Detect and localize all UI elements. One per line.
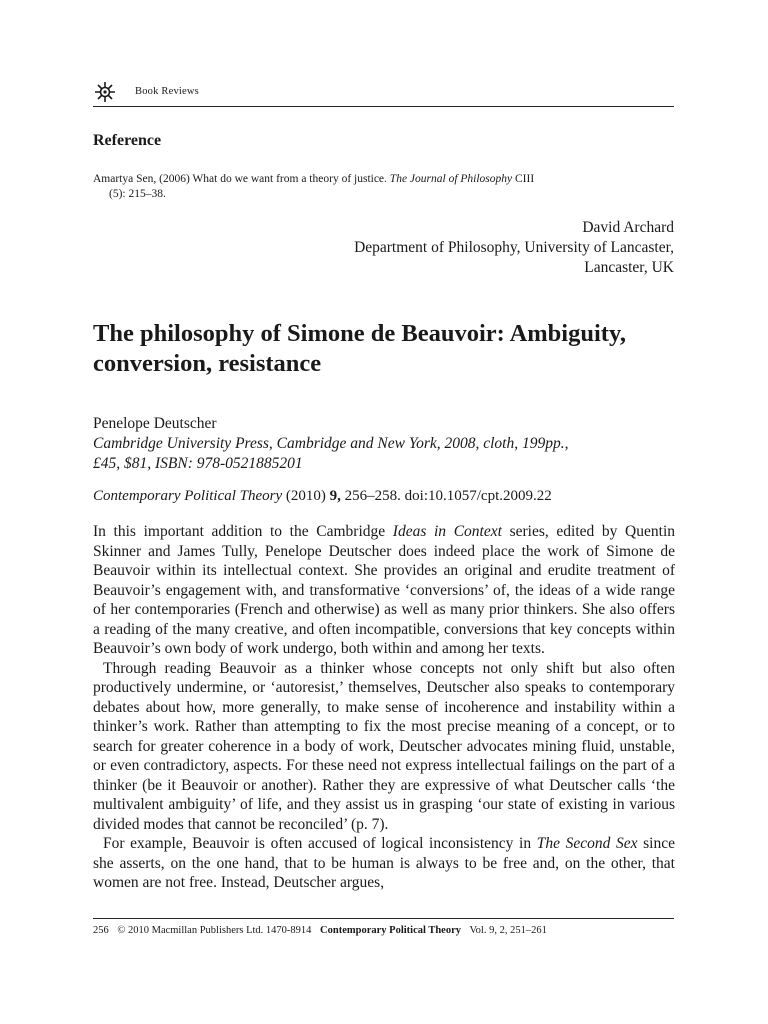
citation-pages-doi: 256–258. doi:10.1057/cpt.2009.22 bbox=[344, 488, 552, 504]
footer-volume: Vol. 9, 2, 251–261 bbox=[469, 925, 547, 936]
paragraph-1-text-b: series, edited by Quentin Skinner and James Tully, Penelope Deutscher does indeed place the work of Simone de Beauvoir within its intellectual context. She provides an original and erudite treatment of Beauvoir’s engagement with, and transformative ‘conversions’ of, the ideas of a wide range of her contemporaries (French and otherwise) as well as many prior thinkers. She also offers a reading of the many creative, and often incompatible, conversions that key concepts within Beauvoir’s own body of work undergo, both within and among her texts. bbox=[93, 523, 675, 657]
reviewer-location: Lancaster, UK bbox=[584, 259, 674, 276]
reviewer-name: David Archard bbox=[582, 219, 674, 236]
footer-journal: Contemporary Political Theory bbox=[320, 925, 461, 936]
reference-pages: (5): 215–38. bbox=[109, 188, 166, 200]
publication-line-1: Cambridge University Press, Cambridge and New York, 2008, cloth, 199pp., bbox=[93, 435, 569, 452]
paragraph-3-text-a: For example, Beauvoir is often accused of logical inconsistency in bbox=[103, 835, 532, 852]
reviewer-department: Department of Philosophy, University of Lancaster, bbox=[354, 239, 674, 256]
book-title-second-sex: The Second Sex bbox=[536, 835, 638, 852]
citation-journal: Contemporary Political Theory bbox=[93, 488, 283, 504]
citation-year: (2010) bbox=[285, 488, 326, 504]
reference-journal: The Journal of Philosophy bbox=[389, 173, 513, 185]
copyright-notice: © 2010 Macmillan Publishers Ltd. 1470-8914 bbox=[117, 925, 312, 936]
book-author: Penelope Deutscher bbox=[93, 415, 217, 432]
review-body bbox=[93, 522, 675, 893]
publisher-logo-icon bbox=[93, 80, 117, 104]
paragraph-2: Through reading Beauvoir as a thinker whose concepts not only shift but also often productively undermine, or ‘autoresist,’ themselves, Deutscher also speaks to contemporary debates about how, more generally, to make sense of incoherence and instability within a thinker’s work. Rather than attempting to fix the most precise meaning of a concept, or to search for greater coherence in a body of work, Deutscher advocates mining fluid, unstable, or even contradictory, aspects. For these need not express intellectual failings on the part of a thinker (be it Beauvoir or another). Rather they are expressive of what Deutscher calls ‘the multivalent ambiguity’ of life, and they assist us in grasping ‘our state of existing in various divided modes that cannot be reconciled’ (p. 7). bbox=[93, 659, 675, 833]
review-title: The philosophy of Simone de Beauvoir: Ambiguity, conversion, resistance bbox=[93, 320, 626, 377]
publication-line-2: £45, $81, ISBN: 978-0521885201 bbox=[93, 455, 303, 472]
reviewer-signature bbox=[200, 218, 674, 278]
running-head: Book Reviews bbox=[135, 86, 199, 97]
reference-entry bbox=[93, 172, 674, 202]
page-header bbox=[93, 80, 674, 107]
reference-heading: Reference bbox=[93, 132, 162, 149]
paragraph-3-text-b: since she asserts, on the one hand, that to be human is always to be free and, on the other, that women are not free. Instead, Deutscher argues, bbox=[93, 835, 675, 891]
page-footer bbox=[93, 918, 674, 936]
paragraph-3 bbox=[93, 834, 675, 893]
series-title: Ideas in Context bbox=[392, 523, 502, 540]
book-details bbox=[93, 414, 674, 474]
paragraph-1 bbox=[93, 522, 675, 659]
page-number: 256 bbox=[93, 925, 109, 936]
citation-volume: 9, bbox=[329, 488, 341, 504]
reference-volume: CIII bbox=[515, 173, 535, 185]
citation bbox=[93, 486, 674, 506]
reference-text: Amartya Sen, (2006) What do we want from a theory of justice. bbox=[93, 173, 387, 185]
paragraph-1-text-a: In this important addition to the Cambridge bbox=[93, 523, 386, 540]
